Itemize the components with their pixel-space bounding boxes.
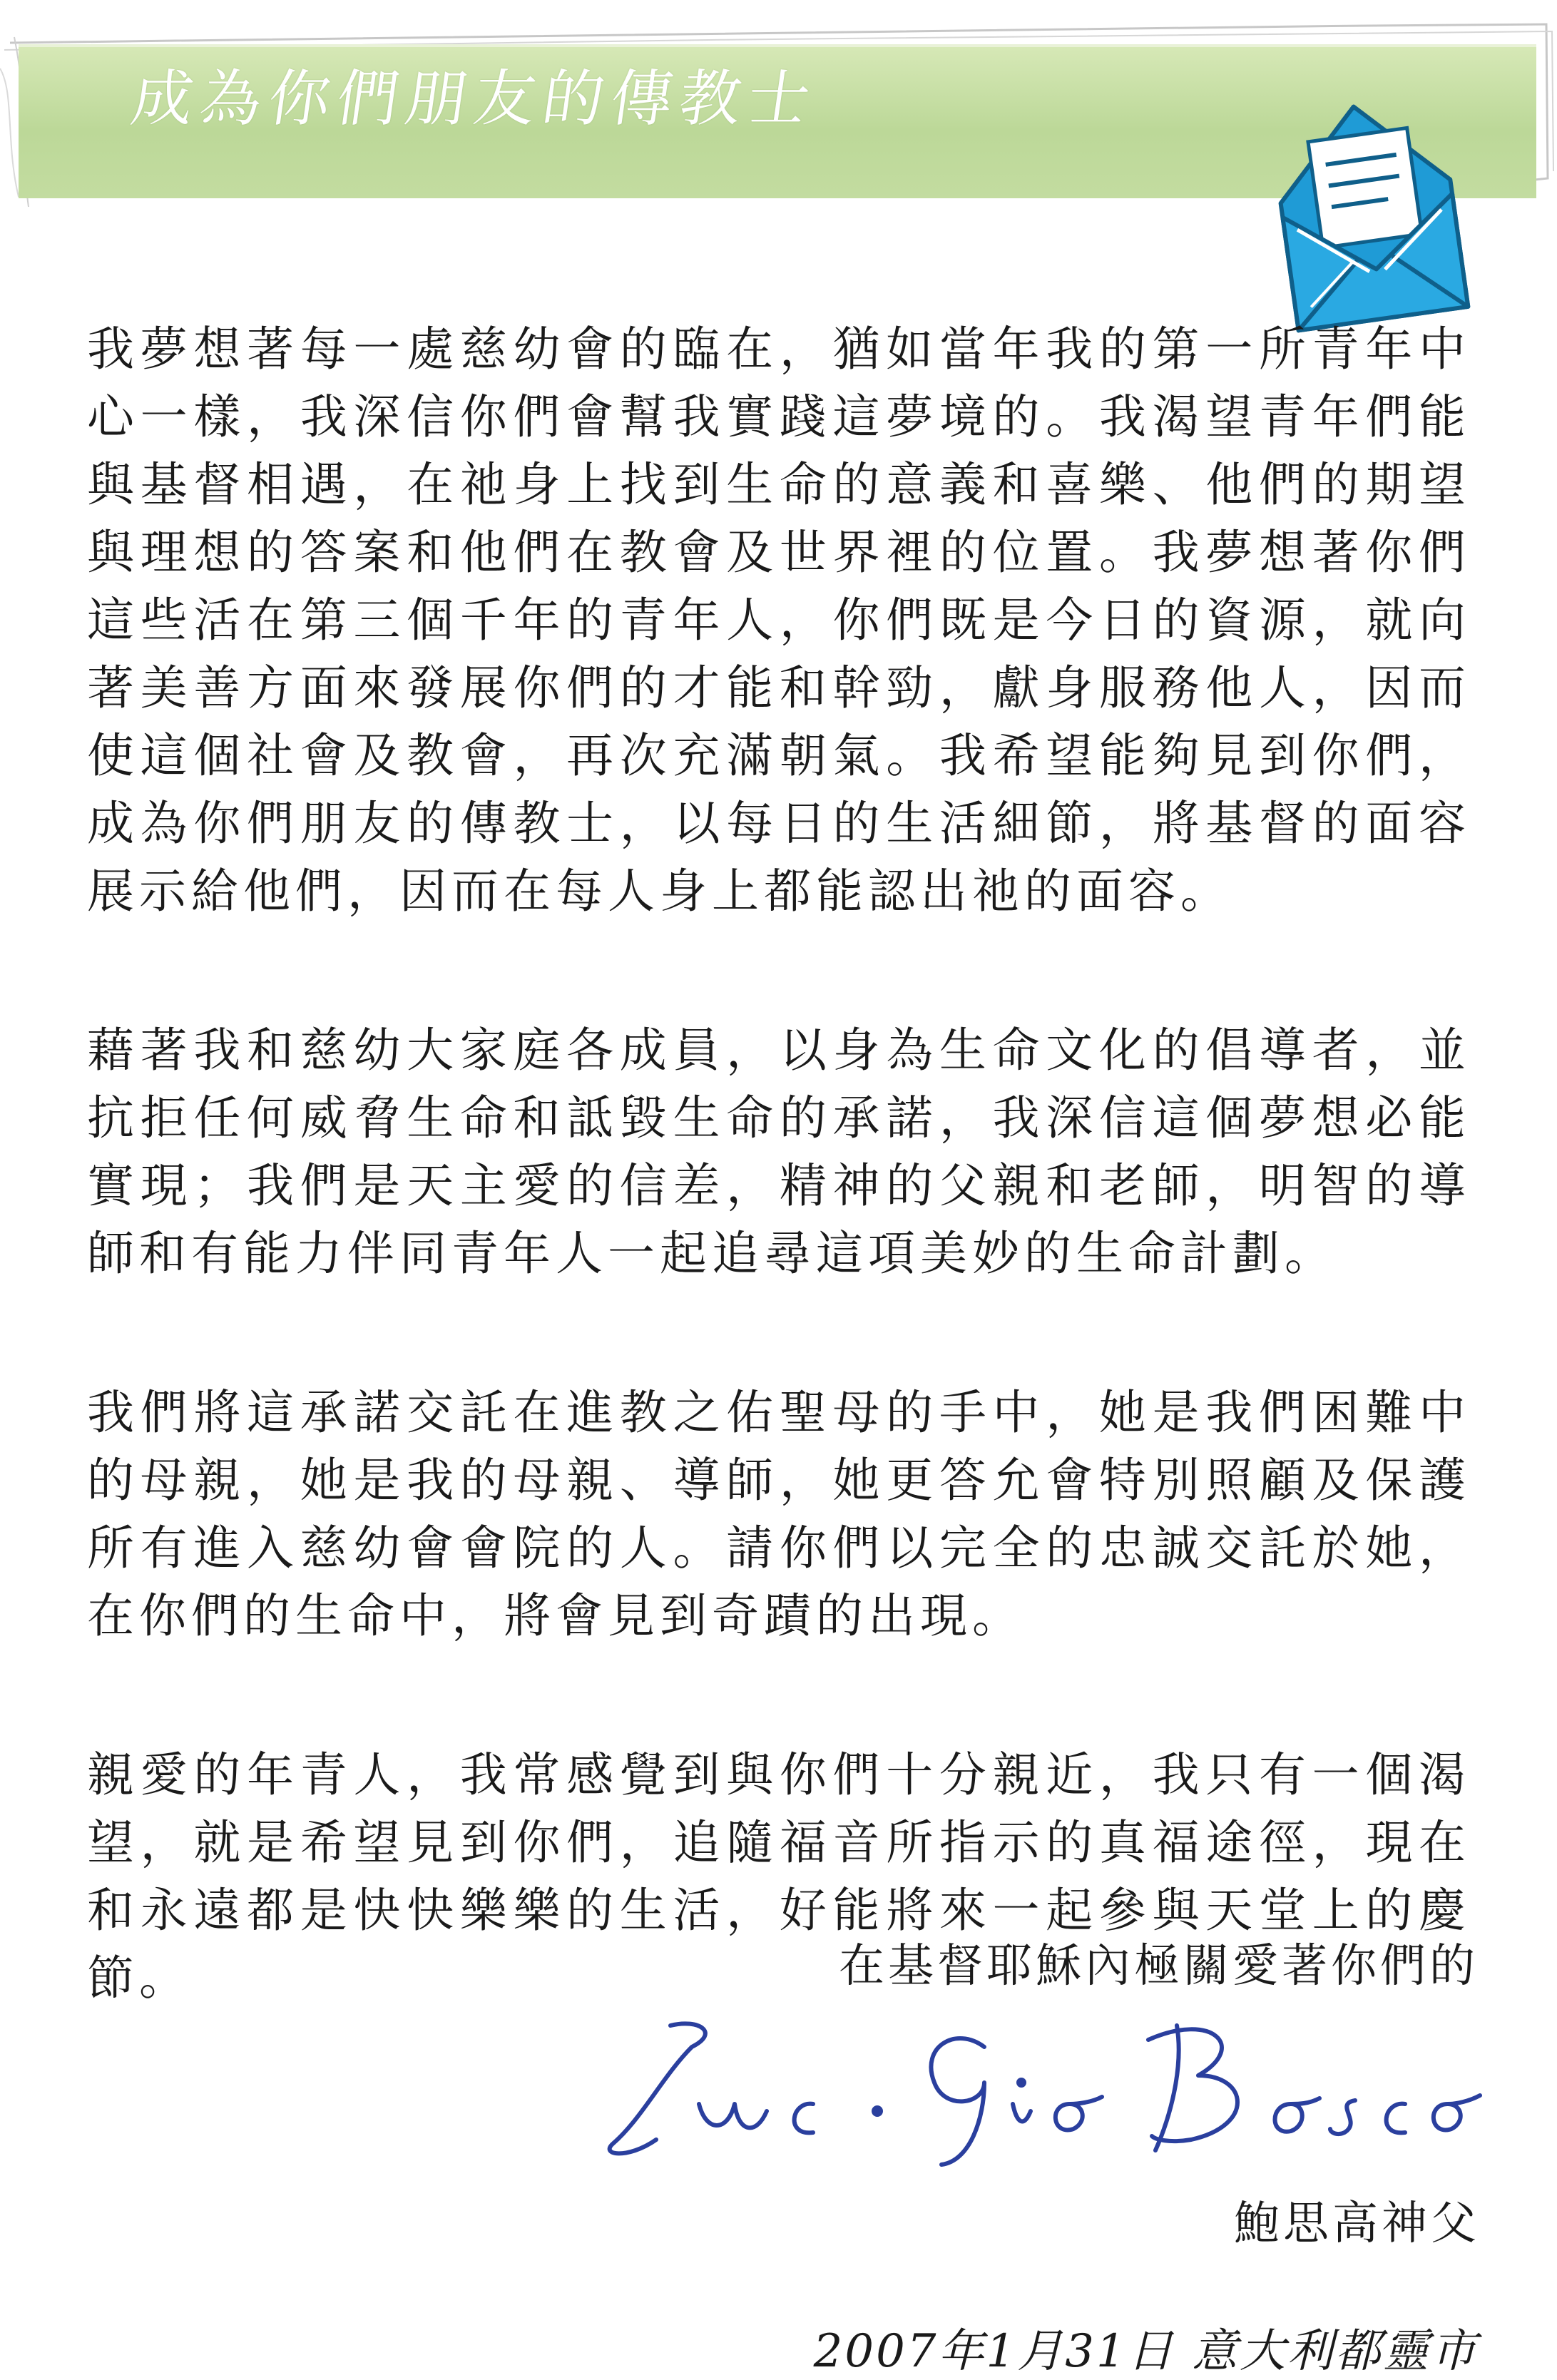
closing-salutation: 在基督耶穌內極關愛著你們的: [839, 1940, 1479, 1993]
envelope-letter-icon: [1262, 84, 1476, 355]
paragraph-2: 藉著我和慈幼大家庭各成員，以身為生命文化的倡導者，並抗拒任何威脅生命和詆毀生命的承諾，我深信這個夢想必能實現；我們是天主愛的信差，精神的父親和老師，明智的導師和有能力伴同青年人一起追尋這項美妙的生命計劃。: [87, 1023, 1471, 1281]
letter-body: [87, 315, 1471, 2012]
paragraph-3: 我們將這承諾交託在進教之佑聖母的手中，她是我們困難中的母親，她是我的母親、導師，她更答允會特別照顧及保護所有進入慈幼會會院的人。請你們以完全的忠誠交託於她，在你們的生命中，將會見到奇蹟的出現。: [87, 1385, 1471, 1643]
dateline: 2007年1月31日 意大利都靈市: [813, 2325, 1479, 2378]
handwritten-signature: [585, 1997, 1498, 2168]
paragraph-1: 我夢想著每一處慈幼會的臨在，猶如當年我的第一所青年中心一樣，我深信你們會幫我實踐這夢境的。我渴望青年們能與基督相遇，在祂身上找到生命的意義和喜樂、他們的期望與理想的答案和他們在教會及世界裡的位置。我夢想著你們這些活在第三個千年的青年人，你們既是今日的資源，就向著美善方面來發展你們的才能和幹勁，獻身服務他人，因而使這個社會及教會，再次充滿朝氣。我希望能夠見到你們，成為你們朋友的傳教士，以每日的生活細節，將基督的面容展示給他們，因而在每人身上都能認出祂的面容。: [87, 322, 1471, 919]
paragraph-4: 親愛的年青人，我常感覺到與你們十分親近，我只有一個渴望，就是希望見到你們，追隨福音所指示的真福途徑，現在和永遠都是快快樂樂的生活，好能將來一起參與天堂上的慶節。: [87, 1747, 1471, 2006]
signer-name: 鮑思高神父: [1234, 2197, 1480, 2250]
page-title: 成為你們朋友的傳教士: [126, 63, 822, 135]
